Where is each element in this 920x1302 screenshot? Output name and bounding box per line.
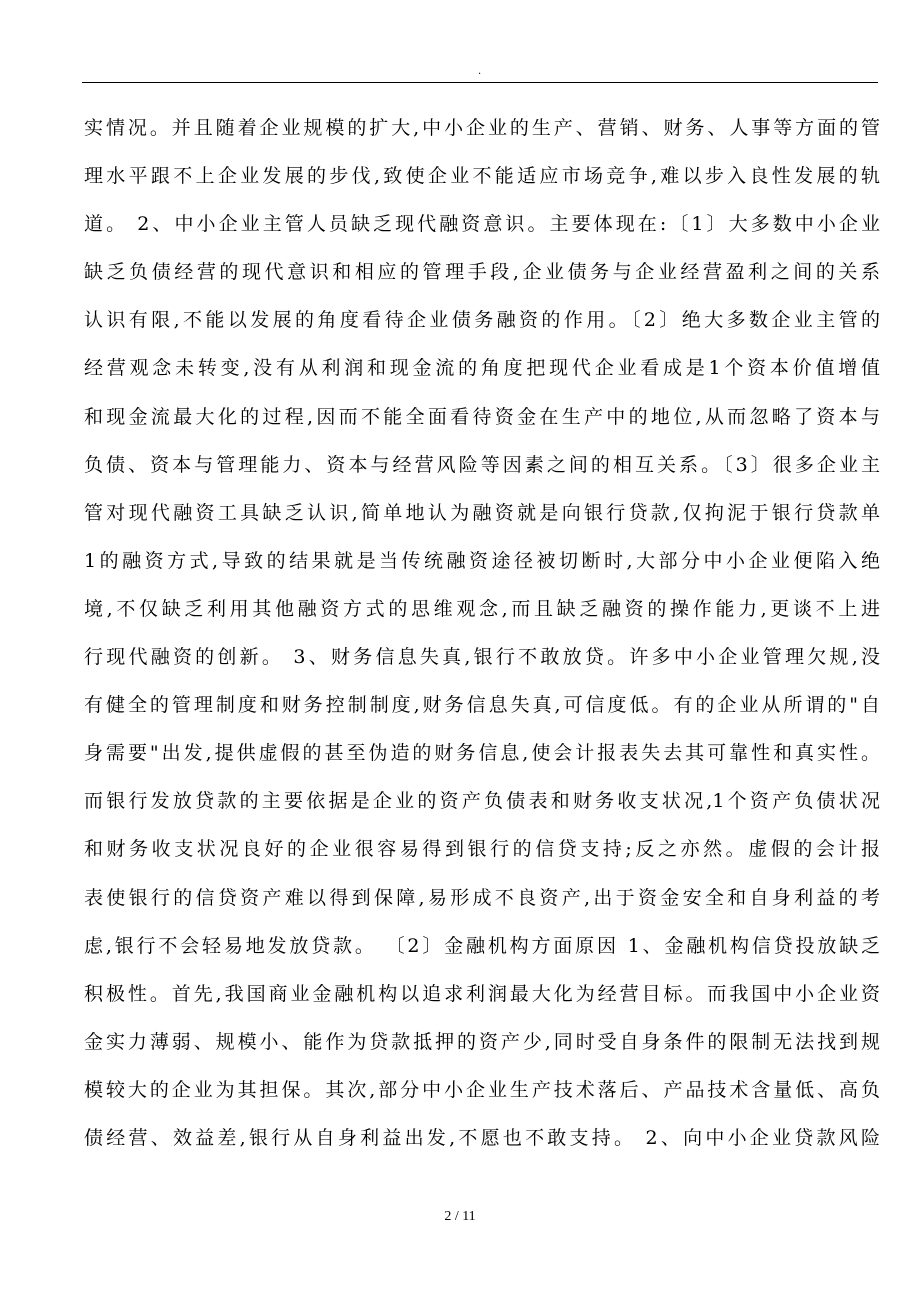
body-line-7: 和现金流最大化的过程,因而不能全面看待资金在生产中的地位,从而忽略了资本与	[84, 405, 880, 428]
body-line-16: 和财务收支状况良好的企业很容易得到银行的信贷支持;反之亦然。虚假的会计报	[84, 838, 880, 861]
body-line-17: 表使银行的信贷资产难以得到保障,易形成不良资产,出于资金安全和自身利益的考	[84, 886, 880, 909]
body-line-15: 而银行发放贷款的主要依据是企业的资产负债表和财务收支状况,1个资产负债状况	[84, 790, 880, 813]
body-line-6: 经营观念未转变,没有从利润和现金流的角度把现代企业看成是1个资本价值增值	[84, 357, 880, 380]
body-line-9: 管对现代融资工具缺乏认识,简单地认为融资就是向银行贷款,仅拘泥于银行贷款单	[84, 501, 880, 524]
body-line-11: 境,不仅缺乏利用其他融资方式的思维观念,而且缺乏融资的操作能力,更谈不上进	[84, 597, 880, 620]
body-line-13: 有健全的管理制度和财务控制制度,财务信息失真,可信度低。有的企业从所谓的"自	[84, 694, 880, 717]
page-number: 2 / 11	[444, 1209, 476, 1224]
document-body	[84, 104, 880, 1162]
body-line-22: 债经营、效益差,银行从自身利益出发,不愿也不敢支持。 2、向中小企业贷款风险	[84, 1126, 880, 1149]
body-line-19: 积极性。首先,我国商业金融机构以追求利润最大化为经营目标。而我国中小企业资	[84, 982, 880, 1005]
body-line-20: 金实力薄弱、规模小、能作为贷款抵押的资产少,同时受自身条件的限制无法找到规	[84, 1030, 880, 1053]
body-line-4: 缺乏负债经营的现代意识和相应的管理手段,企业债务与企业经营盈利之间的关系	[84, 261, 880, 284]
body-line-5: 认识有限,不能以发展的角度看待企业债务融资的作用。〔2〕绝大多数企业主管的	[84, 309, 880, 332]
body-line-2: 理水平跟不上企业发展的步伐,致使企业不能适应市场竞争,难以步入良性发展的轨	[84, 165, 880, 188]
body-line-18: 虑,银行不会轻易地发放贷款。 〔2〕金融机构方面原因 1、金融机构信贷投放缺乏	[84, 934, 880, 957]
header-mark: .	[478, 66, 482, 77]
body-line-3: 道。 2、中小企业主管人员缺乏现代融资意识。主要体现在:〔1〕大多数中小企业	[84, 213, 880, 236]
body-line-21: 模较大的企业为其担保。其次,部分中小企业生产技术落后、产品技术含量低、高负	[84, 1078, 880, 1101]
header-rule	[82, 82, 878, 83]
body-line-14: 身需要"出发,提供虚假的甚至伪造的财务信息,使会计报表失去其可靠性和真实性。	[84, 742, 880, 765]
body-line-8: 负债、资本与管理能力、资本与经营风险等因素之间的相互关系。〔3〕很多企业主	[84, 453, 880, 476]
body-line-10: 1的融资方式,导致的结果就是当传统融资途径被切断时,大部分中小企业便陷入绝	[84, 549, 880, 572]
body-line-1: 实情况。并且随着企业规模的扩大,中小企业的生产、营销、财务、人事等方面的管	[84, 117, 880, 139]
body-line-12: 行现代融资的创新。 3、财务信息失真,银行不敢放贷。许多中小企业管理欠规,没	[84, 646, 880, 669]
